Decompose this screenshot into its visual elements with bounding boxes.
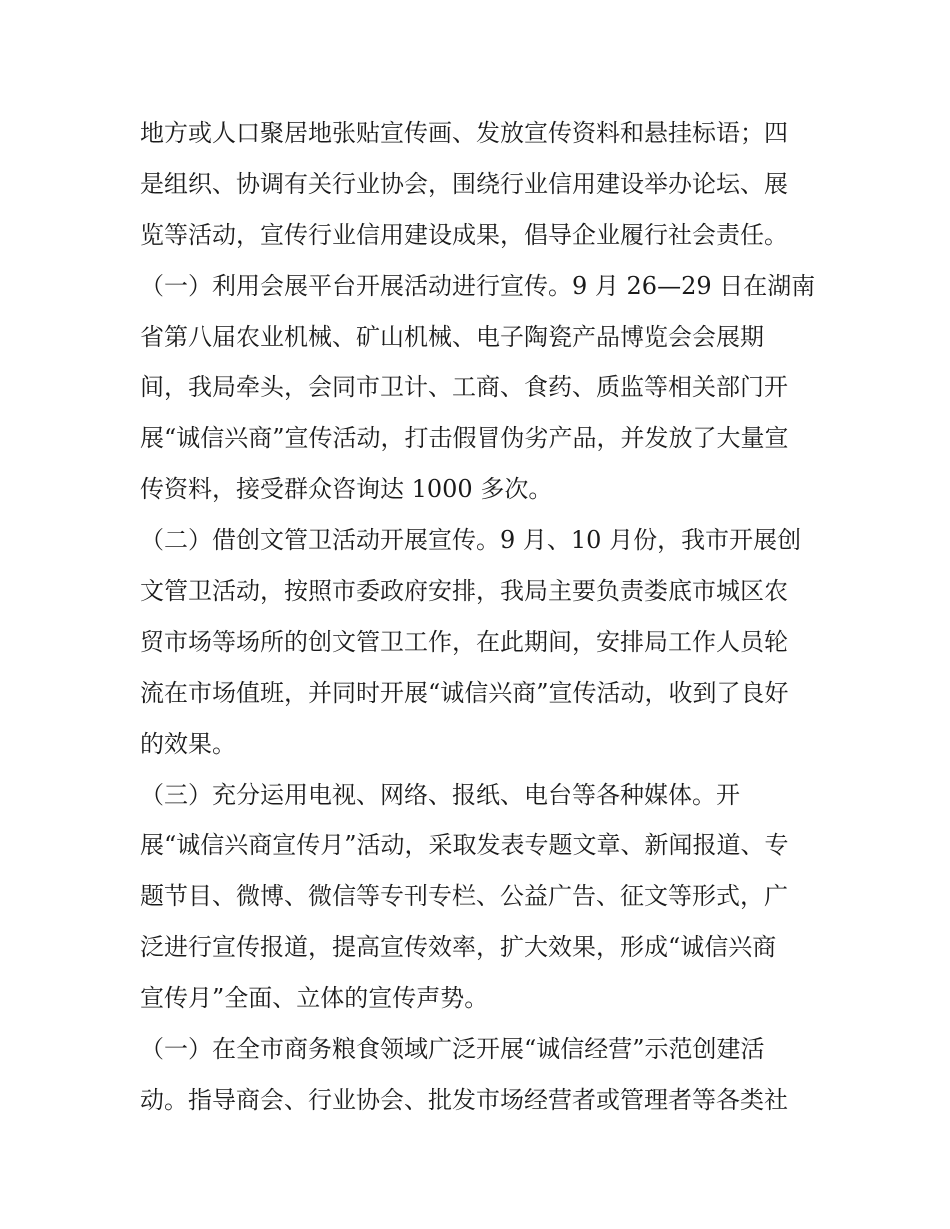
text-line: 的效果。 [140, 729, 236, 758]
text-line: 是组织、协调有关行业协会，围绕行业信用建设举办论坛、展 [140, 169, 788, 198]
document-body [140, 108, 820, 1126]
text-line: （二）借创文管卫活动开展宣传。9 月、10 月份，我市开展创 [140, 526, 802, 555]
text-line: （一）在全市商务粮食领域广泛开展“诚信经营”示范创建活 [140, 1035, 765, 1064]
text-line: 泛进行宣传报道，提高宣传效率，扩大效果，形成“诚信兴商 [140, 933, 777, 962]
text-line: 省第八届农业机械、矿山机械、电子陶瓷产品博览会会展期 [140, 322, 764, 351]
text-line: 展“诚信兴商”宣传活动，打击假冒伪劣产品，并发放了大量宣 [140, 424, 789, 453]
text-line: 展“诚信兴商宣传月”活动，采取发表专题文章、新闻报道、专 [140, 831, 789, 860]
text-line: 动。指导商会、行业协会、批发市场经营者或管理者等各类社 [140, 1085, 788, 1114]
text-line: 传资料，接受群众咨询达 1000 多次。 [140, 475, 553, 504]
text-line: 文管卫活动，按照市委政府安排，我局主要负责娄底市城区农 [140, 577, 788, 606]
text-line: 览等活动，宣传行业信用建设成果，倡导企业履行社会责任。 [140, 220, 788, 249]
text-line: （一）利用会展平台开展活动进行宣传。9 月 26—29 日在湖南 [140, 271, 816, 300]
text-line: 流在市场值班，并同时开展“诚信兴商”宣传活动，收到了良好 [140, 678, 789, 707]
text-line: （三）充分运用电视、网络、报纸、电台等各种媒体。开 [140, 780, 740, 809]
text-line: 地方或人口聚居地张贴宣传画、发放宣传资料和悬挂标语；四 [140, 119, 788, 147]
text-line: 宣传月”全面、立体的宣传声势。 [140, 984, 489, 1013]
text-line: 贸市场等场所的创文管卫工作，在此期间，安排局工作人员轮 [140, 627, 788, 656]
text-line: 间，我局牵头，会同市卫计、工商、食药、质监等相关部门开 [140, 373, 788, 402]
text-line: 题节目、微博、微信等专刊专栏、公益广告、征文等形式，广 [140, 882, 788, 911]
